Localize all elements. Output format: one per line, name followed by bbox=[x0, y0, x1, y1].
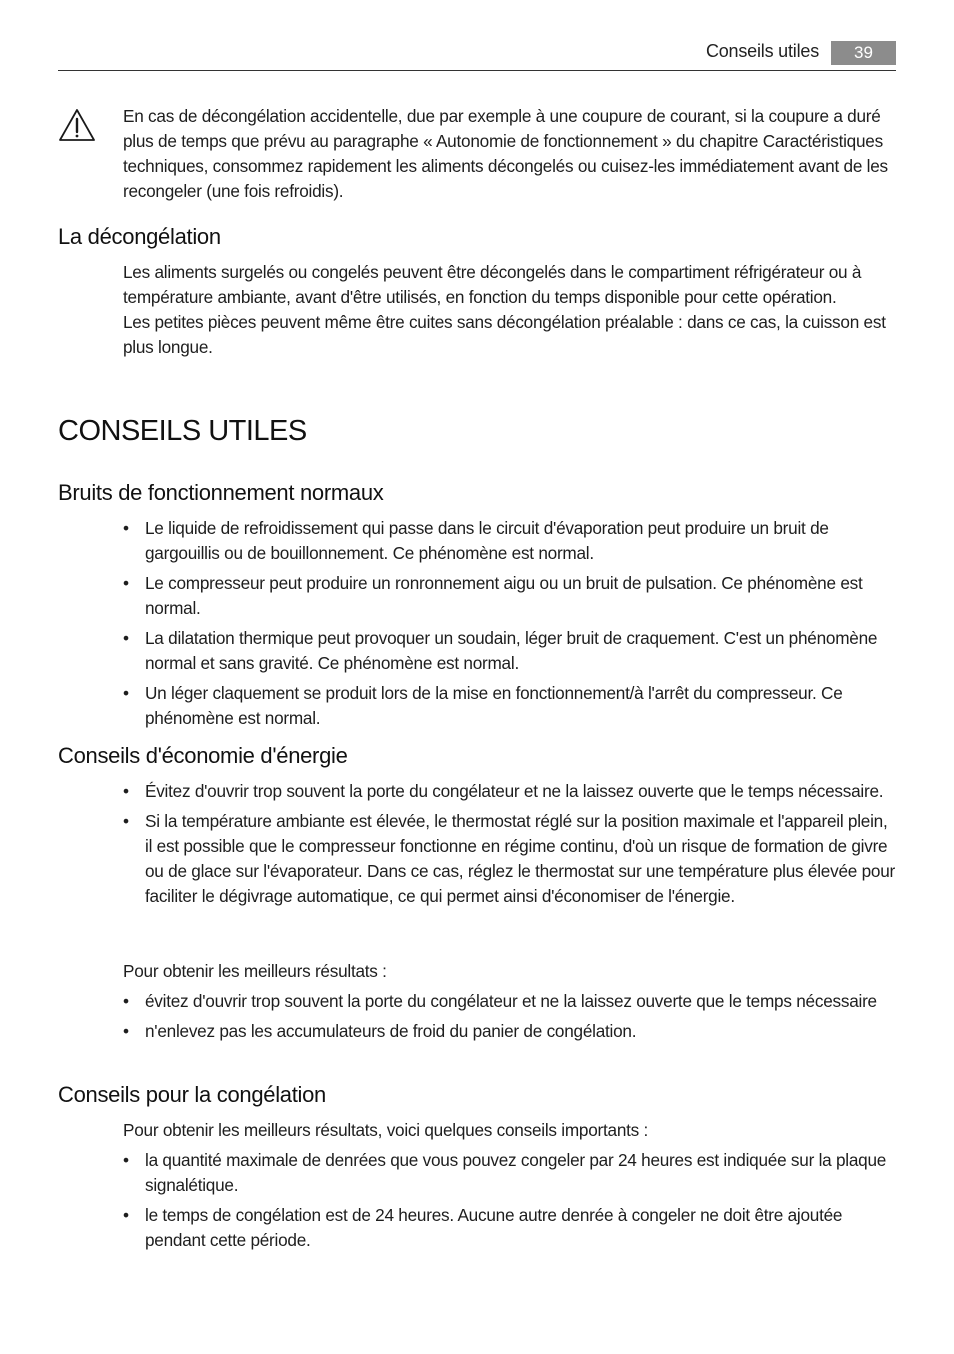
bullet-icon: • bbox=[123, 573, 129, 593]
bullet-icon: • bbox=[123, 811, 129, 831]
section-heading-congelation: Conseils pour la congélation bbox=[58, 1082, 326, 1107]
warning-text-block bbox=[123, 104, 895, 204]
congelation-list bbox=[123, 1148, 895, 1258]
list-item-text: le temps de congélation est de 24 heures. Aucune autre denrée à congeler ne doit être ajoutée pendant cette période. bbox=[145, 1205, 843, 1250]
decongelation-paragraph-2: Les petites pièces peuvent même être cuites sans décongélation préalable : dans ce cas, la cuisson est plus longue. bbox=[123, 312, 886, 357]
header-title: Conseils utiles bbox=[705, 41, 819, 61]
list-item bbox=[123, 1148, 895, 1198]
list-item bbox=[123, 779, 895, 804]
energie-intro-block bbox=[123, 959, 895, 984]
page-header bbox=[58, 38, 896, 71]
list-item-text: Le liquide de refroidissement qui passe dans le circuit d'évaporation peut produire un bruit de gargouillis ou de bouillonnement. Ce phénomène est normal. bbox=[145, 518, 829, 563]
section-heading-decongelation: La décongélation bbox=[58, 224, 221, 249]
list-item bbox=[123, 516, 895, 566]
congelation-intro-block bbox=[123, 1118, 895, 1143]
list-item-text: Un léger claquement se produit lors de la mise en fonctionnement/à l'arrêt du compresseur. Ce phénomène est normal. bbox=[145, 683, 843, 728]
section-heading-bruits: Bruits de fonctionnement normaux bbox=[58, 480, 384, 505]
list-item-text: évitez d'ouvrir trop souvent la porte du congélateur et ne la laissez ouverte que le temps nécessaire bbox=[145, 991, 877, 1011]
bullet-icon: • bbox=[123, 683, 129, 703]
list-item bbox=[123, 809, 895, 909]
decongelation-text-block bbox=[123, 260, 895, 360]
bullet-icon: • bbox=[123, 1205, 129, 1225]
list-item-text: la quantité maximale de denrées que vous pouvez congeler par 24 heures est indiquée sur la plaque signalétique. bbox=[145, 1150, 887, 1195]
bullet-icon: • bbox=[123, 518, 129, 538]
list-item bbox=[123, 1203, 895, 1253]
list-item bbox=[123, 681, 895, 731]
list-item-text: La dilatation thermique peut provoquer un soudain, léger bruit de craquement. C'est un phénomène normal et sans gravité. Ce phénomène est normal. bbox=[145, 628, 878, 673]
decongelation-paragraph-1: Les aliments surgelés ou congelés peuvent être décongelés dans le compartiment réfrigérateur ou à température ambiante, avant d'être utilisés, en fonction du temps disponible pour cette opération. bbox=[123, 262, 862, 307]
list-item bbox=[123, 989, 895, 1014]
bruits-list bbox=[123, 516, 895, 736]
list-item-text: Si la température ambiante est élevée, le thermostat réglé sur la position maximale et l'appareil plein, il est possible que le compresseur fonctionne en régime continu, d'où un risque de formation de givre ou de glace sur l'évaporateur. Dans ce cas, réglez le thermostat sur une température plus élevée pour faciliter le dégivrage automatique, ce qui permet ainsi d'économiser de l'énergie. bbox=[145, 811, 895, 906]
list-item-text: Évitez d'ouvrir trop souvent la porte du congélateur et ne la laissez ouverte que le temps nécessaire. bbox=[145, 781, 884, 801]
bullet-icon: • bbox=[123, 1021, 129, 1041]
warning-triangle-icon bbox=[58, 108, 96, 142]
list-item bbox=[123, 626, 895, 676]
list-item-text: n'enlevez pas les accumulateurs de froid du panier de congélation. bbox=[145, 1021, 637, 1041]
page-number: 39 bbox=[831, 41, 896, 65]
bullet-icon: • bbox=[123, 991, 129, 1011]
warning-text: En cas de décongélation accidentelle, due par exemple à une coupure de courant, si la coupure a duré plus de temps que prévu au paragraphe « Autonomie de fonctionnement » du chapitre Caractéristiques techniques, consommez rapidement les aliments décongelés ou cuisez-les immédiatement avant de les recongeler (une fois refroidis). bbox=[123, 106, 888, 201]
energie-intro: Pour obtenir les meilleurs résultats : bbox=[123, 961, 387, 981]
congelation-intro: Pour obtenir les meilleurs résultats, voici quelques conseils importants : bbox=[123, 1120, 649, 1140]
bullet-icon: • bbox=[123, 628, 129, 648]
list-item-text: Le compresseur peut produire un ronronnement aigu ou un bruit de pulsation. Ce phénomène est normal. bbox=[145, 573, 863, 618]
list-item bbox=[123, 571, 895, 621]
bullet-icon: • bbox=[123, 781, 129, 801]
energie-list bbox=[123, 779, 895, 909]
bullet-icon: • bbox=[123, 1150, 129, 1170]
section-heading-energie: Conseils d'économie d'énergie bbox=[58, 743, 348, 768]
list-item bbox=[123, 1019, 895, 1044]
main-title: CONSEILS UTILES bbox=[58, 415, 307, 447]
energie-list-2 bbox=[123, 989, 895, 1049]
